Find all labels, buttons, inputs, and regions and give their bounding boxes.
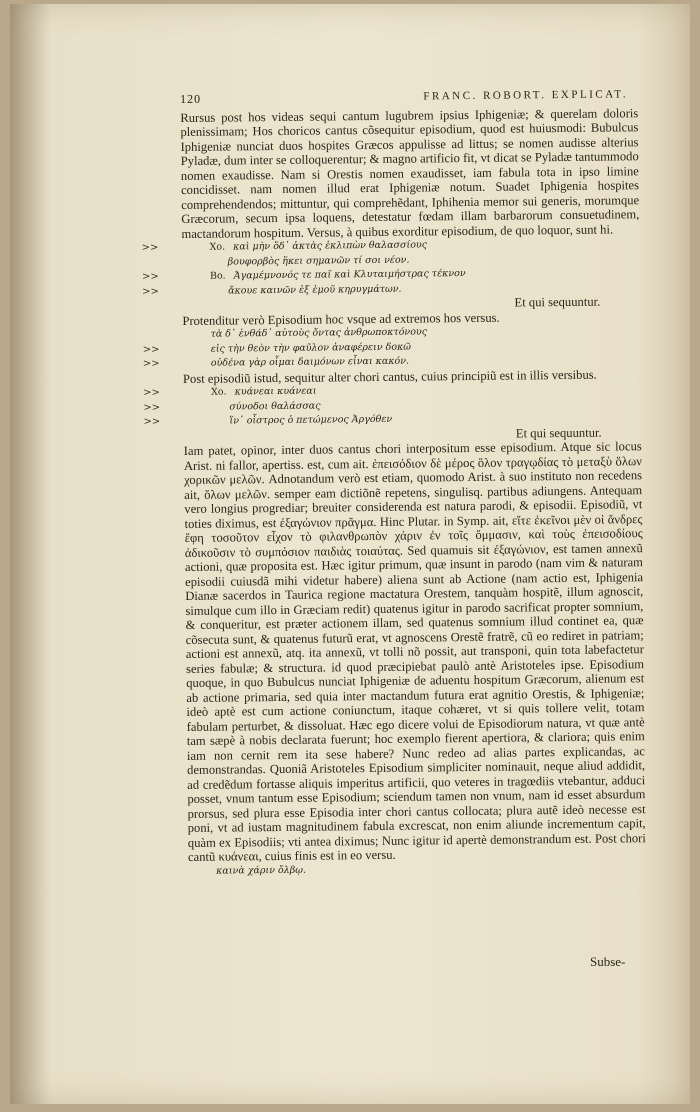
paragraph-2: Protenditur verò Episodium hoc vsque ad extremos hos versus. xyxy=(182,310,500,328)
et-qui-sequuntur-2: Et qui sequuntur. xyxy=(515,425,602,441)
verse-text: σύνοδοι θαλάσσας xyxy=(229,400,321,413)
margin-quote-mark: >> xyxy=(143,401,161,413)
verse-text: τὰ δ᾽ ἐνθάδ᾽ αὐτοὺς ὄντας ἀνθρωποκτόνους xyxy=(210,326,428,340)
margin-quote-mark: >> xyxy=(141,242,159,254)
verse-text: καὶ μὴν ὅδ᾽ ἀκτὰς ἐκλιπὼν θαλασσίους xyxy=(233,239,428,253)
margin-quote-mark: >> xyxy=(142,285,159,297)
book-page xyxy=(10,4,690,1104)
verse-text: εἰς τὴν θεὸν τὴν φαῦλον ἀναφέρειν δοκῶ xyxy=(210,341,412,355)
verse-text: ἄκουε καινῶν ἐξ ἐμοῦ κηρυγμάτων. xyxy=(228,283,402,297)
paragraph-3: Post episodiũ istud, sequitur alter chori cantus, cuius principiũ est in illis versibus. xyxy=(182,367,597,386)
speaker-label: Βο. xyxy=(209,270,226,282)
paragraph-4: Iam patet, opinor, inter duos cantus chori interpositum esse episodium. Atque sic locus Arist. ni fallor, apertiss. est, cum ait. ἐπεισόδιον δὲ μέρος ὅλον τραγῳδίας τὸ μεταξὺ ὅλων χορικῶν μελῶν. Adnotandum verò est etiam, quomodo Arist. à suo instituto non recedens ait, ὅλων μελῶν. semper eam dictiõnẽ repetens, singulisq. partibus adiungens. Antequam vero longius progrediar; breuiter considerenda est natura parodi, & episodii. Episodiũ, vt toties diximus, est ἐξαγώνιον πρᾶγμα. Hinc Plutar. in Symp. ait, εἴτε ἐκεῖνοι μὲν οἱ ἄνδρες ἔφη τοσοῦτον εἶχον τὸ φιλανθρωπὸν χάριν ἐν τοῖς ὄμμασιν, καὶ τοὺς ἐπεισοδίους ἀδικοῦσιν τὸ συμπόσιον παιδιὰς τοιαύτας. Sed quamuis sit ἐξαγώνιον, est tamen annexũ actioni, quæ proposita est. Hæc igitur primum, quæ insunt in parodo (nam vim & naturam episodii cuiusdã mihi videtur habere) aliena sunt ab Actione (nam actio est, Iphigenia Dianæ sacerdos in Taurica regione mactatura Orestem, tanquàm hospitẽ, illum agnoscit, simulque cum illo in Græciam redit) quatenus igitur in parodo sacrificat propter somnium, & conqueritur, est præter actionem illam, sed quatenus somnium illud continet ea, quæ cõsecuta sunt, & quatenus futurũ erat, vt agnoscens Orestẽ fratrẽ, cũ eo rediret in patriam; actioni est annexũ, atq. ita annexũ, vt tolli nõ possit, aut transponi, quin tota labefactetur series fabulæ; & structura. id quod præcipiebat paulò antè Aristoteles ipse. Episodium quoque, in quo Bubulcus nunciat Iphigeniæ de aduentu hospitum Græcorum, alienum est ab actione primaria, sed quia inter mactandum futura erat agnitio Orestis, & Iphigeniæ; ideò aptè est cum actione coniunctum, itaque cohæret, vt si quis tollere velit, totam fabulam perturbet, & dissoluat. Hæc ego dicere volui de Episodiorum natura, vt quæ antè tam sæpè à nobis declarata fuerunt; hoc exemplo fierent apertiora, & clariora; quis enim iam non cernit rem ita sese habere? Nunc redeo ad alias partes explicandas, ac demonstrandas. Quoniã Aristoteles Episodium simpliciter nominauit, neque aliud addidit, ad credẽdum fortasse aliquis imperitus artificii, quo veteres in tragœdiis vtebantur, adduci posset, vnum tantum esse Episodium; sciendum tamen non vnum, nam id esset absurdum prorsus, sed plura esse Episodia inter chori cantus collocata; plura autẽ ideò necesse est poni, vt ad iustam magnitudinem fabula excrescat, non enim aliunde incrementum capit, quàm ex Episodiis; vti antea diximus; Nunc igitur id apertè demonstrandum est. Post chori cantũ κυάνεαι, cuius finis est in eo versu. xyxy=(183,439,646,864)
verse-text: βουφορβὸς ἥκει σημανῶν τί σοι νέον. xyxy=(227,254,410,268)
running-title: FRANC. ROBORT. EXPLICAT. xyxy=(423,88,629,103)
verse-block-1 xyxy=(141,236,641,299)
page-gutter-shadow xyxy=(10,4,50,1104)
speaker-label: Χο. xyxy=(209,241,226,253)
speaker-label: Χο. xyxy=(211,386,227,398)
verse-text: οὐδένα γὰρ οἶμαι δαιμόνων εἶναι κακόν. xyxy=(210,355,410,369)
final-verse: καινὰ χάριν ὄλβῳ. xyxy=(216,864,307,877)
running-head xyxy=(180,87,638,106)
verse-text: Ἀγαμέμνονός τε παῖ καὶ Κλυταιμήστρας τέκνον xyxy=(233,268,466,282)
catchword: Subse- xyxy=(590,954,626,969)
margin-quote-mark: >> xyxy=(142,358,160,370)
verse-block-2 xyxy=(142,323,640,371)
paragraph-1: Rursus post hos videas sequi cantum lugubrem ipsius Iphigeniæ; & querelam doloris plenissimam; Hos choricos cantus cõsequitur episodium, quod est huiusmodi: Bubulcus Iphigeniæ nunciat duos hospites Græcos appulisse ad littus; se nomen audisse alterius Pyladæ, dum inter se colloquerentur; & magno artificio fit, vt dicat se Pyladæ tantummodo nomen exaudisse. Nam si Orestis nomen exaudisset, iam fabula tota in ipso limine concidisset. nam nomen illud erat Iphigeniæ notum. Suadet Iphigenia hospites comprehendendos; mittuntur, qui comprehẽdant, Iphihenia memor sui generis, morumque Græcorum, secum ipsa loquens, detestatur fœdam illam barbarorum consuetudinem, mactandorum hospitum. Versus, à quibus exorditur episodium, de quo loquor, sunt hi. xyxy=(180,105,640,241)
margin-quote-mark: >> xyxy=(142,343,160,355)
text-block xyxy=(141,87,646,879)
page-number: 120 xyxy=(180,91,202,106)
margin-quote-mark: >> xyxy=(143,416,161,428)
margin-quote-mark: >> xyxy=(141,271,159,283)
verse-text: κυάνεαι κυάνεαι xyxy=(234,385,317,398)
margin-quote-mark: >> xyxy=(143,387,160,399)
verse-text: ἵν᾽ οἶστρος ὁ πετώμενος Ἀργόθεν xyxy=(229,413,393,427)
et-qui-sequuntur-1: Et qui sequuntur. xyxy=(514,294,601,310)
verse-block-3 xyxy=(143,381,641,429)
